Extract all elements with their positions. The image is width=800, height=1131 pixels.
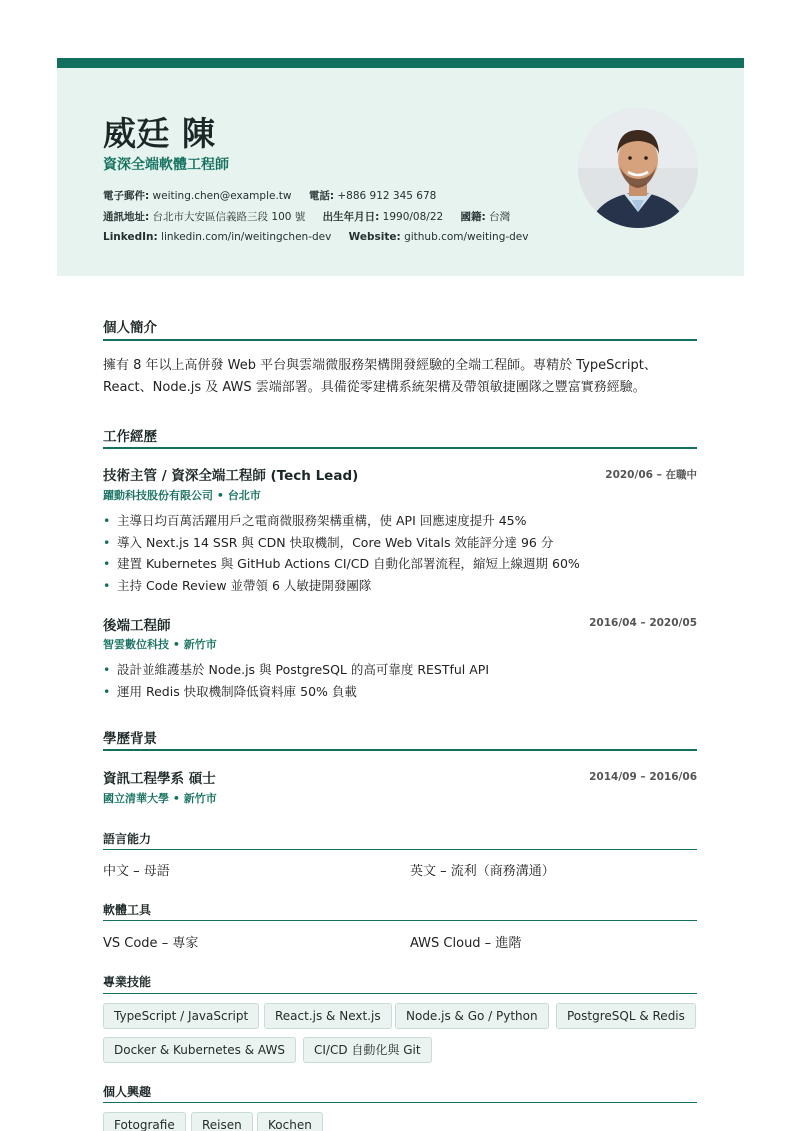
school-name: 國立清華大學 • 新竹市	[103, 792, 217, 805]
job-bullet-list	[103, 659, 489, 702]
list-item: • 建置 Kubernetes 與 GitHub Actions CI/CD 自動化部署流程，縮短上線週期 60%	[103, 556, 580, 571]
contact-line-1	[103, 188, 450, 203]
nationality-value: 台灣	[489, 211, 511, 223]
section-title-summary: 個人簡介	[103, 320, 157, 336]
skill-tag: Node.js & Go / Python	[395, 1003, 549, 1029]
job-title: 技術主管 / 資深全端工程師 (Tech Lead)	[103, 468, 359, 484]
summary-line: 擁有 8 年以上高併發 Web 平台與雲端微服務架構開發經驗的全端工程師。專精於 TypeScript、	[103, 358, 657, 373]
avatar	[578, 108, 698, 228]
list-item: • 運用 Redis 快取機制降低資料庫 50% 負載	[103, 683, 357, 699]
linkedin-link[interactable]: linkedin.com/in/weitingchen-dev	[161, 231, 332, 243]
education-date: 2014/09 – 2016/06	[589, 771, 697, 783]
section-divider	[103, 1102, 697, 1103]
section-title-software: 軟體工具	[103, 903, 152, 917]
list-item: • 主持 Code Review 並帶領 6 人敏捷開發團隊	[103, 577, 372, 593]
contact-line-2	[103, 209, 524, 224]
section-divider	[103, 849, 697, 850]
nationality-label: 國籍:	[460, 211, 486, 223]
section-divider	[103, 339, 697, 341]
resume-header	[57, 68, 744, 276]
skill-tag: CI/CD 自動化與 Git	[303, 1037, 432, 1063]
skill-tag: TypeScript / JavaScript	[103, 1003, 259, 1029]
section-title-education: 學歷背景	[103, 731, 157, 747]
header-accent-bar	[57, 58, 744, 68]
skill-tag: Docker & Kubernetes & AWS	[103, 1037, 296, 1063]
summary-text	[103, 355, 703, 399]
language-item: 中文 – 母語	[103, 864, 170, 879]
email-label: 電子郵件:	[103, 190, 150, 202]
job-title: 後端工程師	[103, 618, 171, 634]
skill-tag: React.js & Next.js	[264, 1003, 392, 1029]
section-title-skills: 專業技能	[103, 975, 152, 989]
birth-label: 出生年月日:	[322, 211, 380, 223]
linkedin-label: LinkedIn:	[103, 231, 158, 243]
interest-tag: Reisen	[191, 1112, 253, 1131]
job-date: 2020/06 – 在職中	[605, 469, 697, 481]
section-divider	[103, 749, 697, 751]
candidate-role: 資深全端軟體工程師	[103, 157, 229, 173]
list-item: • 主導日均百萬活躍用戶之電商微服務架構重構，使 API 回應速度提升 45%	[103, 513, 527, 528]
address-label: 通訊地址:	[103, 211, 150, 223]
list-item: • 導入 Next.js 14 SSR 與 CDN 快取機制，Core Web Vitals 效能評分達 96 分	[103, 534, 554, 550]
degree-title: 資訊工程學系 碩士	[103, 771, 216, 787]
phone-value: +886 912 345 678	[337, 190, 437, 202]
section-title-languages: 語言能力	[103, 832, 152, 846]
section-divider	[103, 447, 697, 449]
language-item: 英文 – 流利（商務溝通）	[410, 864, 555, 879]
section-title-experience: 工作經歷	[103, 429, 157, 445]
software-item: VS Code – 專家	[103, 936, 199, 951]
section-divider	[103, 920, 697, 921]
section-divider	[103, 993, 697, 994]
job-organization: 躍動科技股份有限公司 • 台北市	[103, 489, 261, 502]
interest-tag: Kochen	[257, 1112, 323, 1131]
job-organization: 智雲數位科技 • 新竹市	[103, 638, 217, 651]
candidate-name: 威廷 陳	[103, 114, 216, 153]
contact-line-3	[103, 231, 542, 243]
list-item: • 設計並維護基於 Node.js 與 PostgreSQL 的高可靠度 RESTful API	[103, 662, 490, 677]
portrait-photo	[578, 108, 698, 228]
interest-tag: Fotografie	[103, 1112, 186, 1131]
job-date: 2016/04 – 2020/05	[589, 617, 697, 629]
email-value[interactable]: weiting.chen@example.tw	[152, 190, 292, 202]
section-title-interests: 個人興趣	[103, 1085, 152, 1099]
address-value: 台北市大安區信義路三段 100 號	[152, 211, 306, 223]
website-label: Website:	[348, 231, 401, 243]
summary-line: React、Node.js 及 AWS 雲端部署。具備從零建構系統架構及帶領敏捷團隊之豐富實務經驗。	[103, 380, 646, 395]
software-item: AWS Cloud – 進階	[410, 936, 522, 951]
phone-label: 電話:	[308, 190, 335, 202]
job-bullet-list	[103, 510, 580, 596]
birth-value: 1990/08/22	[382, 211, 444, 223]
skill-tag: PostgreSQL & Redis	[556, 1003, 696, 1029]
website-link[interactable]: github.com/weiting-dev	[404, 231, 529, 243]
